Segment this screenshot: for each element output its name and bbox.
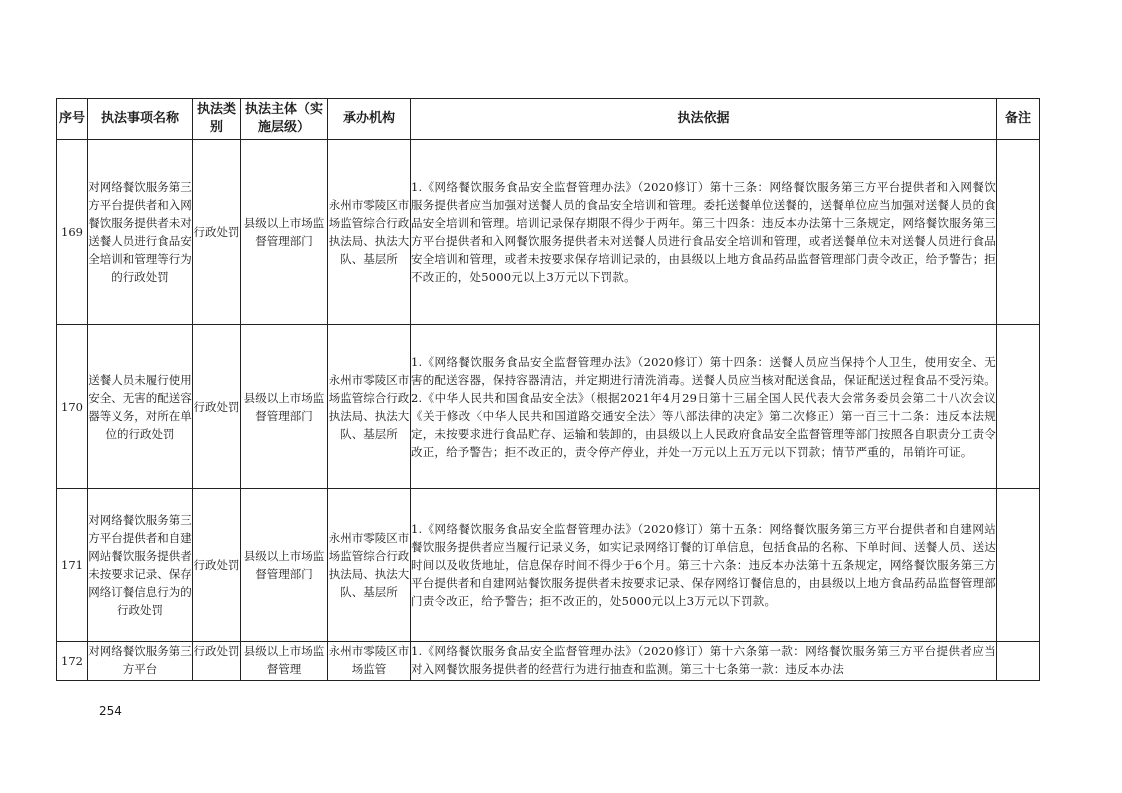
header-subject: 执法主体（实施层级）: [241, 99, 328, 140]
header-remark: 备注: [997, 99, 1040, 140]
table-row: [57, 642, 1040, 681]
row-basis: 1.《网络餐饮服务食品安全监督管理办法》（2020修订）第十六条第一款：网络餐饮服务第三方平台提供者应当对入网餐饮服务提供者的经营行为进行抽查和监测。第三十七条第一款：违反本办法: [411, 642, 997, 681]
row-name: 送餐人员未履行使用安全、无害的配送容器等义务，对所在单位的行政处罚: [88, 325, 193, 489]
basis-clause-2: 2.《中华人民共和国食品安全法》（根据2021年4月29日第十三届全国人民代表大会常务委员会第二十八次会议《关于修改〈中华人民共和国道路交通安全法〉等八部法律的决定》第二次修正）第一百三十二条：违反本法规定，未按要求进行食品贮存、运输和装卸的，由县级以上人民政府食品安全监督管理等部门按照各自职责分工责令改正，给予警告；拒不改正的，责令停产停业，并处一万元以上五万元以下罚款；情节严重的，吊销许可证。: [411, 390, 996, 459]
row-name: 对网络餐饮服务第三方平台: [88, 642, 193, 681]
enforcement-table: [56, 98, 1040, 681]
page-number: 254: [99, 704, 122, 718]
row-remark: [997, 140, 1040, 325]
header-seq: 序号: [57, 99, 88, 140]
row-remark: [997, 325, 1040, 489]
header-category: 执法类别: [193, 99, 241, 140]
row-remark: [997, 642, 1040, 681]
row-subject: 县级以上市场监督管理部门: [241, 140, 328, 325]
basis-clause-1: 1.《网络餐饮服务食品安全监督管理办法》（2020修订）第十四条：送餐人员应当保持个人卫生，使用安全、无害的配送容器，保持容器清洁，并定期进行清洗消毒。送餐人员应当核对配送食品，保证配送过程食品不受污染。: [411, 354, 996, 387]
row-name: 对网络餐饮服务第三方平台提供者和入网餐饮服务提供者未对送餐人员进行食品安全培训和管理等行为的行政处罚: [88, 140, 193, 325]
row-category: 行政处罚: [193, 642, 241, 681]
row-seq: 170: [57, 325, 88, 489]
row-organ: 永州市零陵区市场监管: [328, 642, 411, 681]
row-seq: 171: [57, 489, 88, 642]
header-name: 执法事项名称: [88, 99, 193, 140]
header-basis: 执法依据: [411, 99, 997, 140]
header-organ: 承办机构: [328, 99, 411, 140]
table-row: [57, 489, 1040, 642]
row-seq: 169: [57, 140, 88, 325]
row-remark: [997, 489, 1040, 642]
row-organ: 永州市零陵区市场监管综合行政执法局、执法大队、基层所: [328, 140, 411, 325]
row-seq: 172: [57, 642, 88, 681]
row-category: 行政处罚: [193, 140, 241, 325]
table-row: [57, 140, 1040, 325]
row-organ: 永州市零陵区市场监管综合行政执法局、执法大队、基层所: [328, 325, 411, 489]
row-basis: [411, 325, 997, 489]
table-row: [57, 325, 1040, 489]
row-name: 对网络餐饮服务第三方平台提供者和自建网站餐饮服务提供者未按要求记录、保存网络订餐信息行为的行政处罚: [88, 489, 193, 642]
row-subject: 县级以上市场监督管理: [241, 642, 328, 681]
row-organ: 永州市零陵区市场监管综合行政执法局、执法大队、基层所: [328, 489, 411, 642]
row-subject: 县级以上市场监督管理部门: [241, 489, 328, 642]
row-basis: 1.《网络餐饮服务食品安全监督管理办法》（2020修订）第十三条：网络餐饮服务第三方平台提供者和入网餐饮服务提供者应当加强对送餐人员的食品安全培训和管理。委托送餐单位送餐的，送餐单位应当加强对送餐人员的食品安全培训和管理。培训记录保存期限不得少于两年。第三十四条：违反本办法第十三条规定，网络餐饮服务第三方平台提供者和入网餐饮服务提供者未对送餐人员进行食品安全培训和管理，或者送餐单位未对送餐人员进行食品安全培训和管理，或者未按要求保存培训记录的，由县级以上地方食品药品监督管理部门责令改正，给予警告；拒不改正的，处5000元以上3万元以下罚款。: [411, 140, 997, 325]
row-basis: 1.《网络餐饮服务食品安全监督管理办法》（2020修订）第十五条：网络餐饮服务第三方平台提供者和自建网站餐饮服务提供者应当履行记录义务，如实记录网络订餐的订单信息，包括食品的名称、下单时间、送餐人员、送达时间以及收货地址，信息保存时间不得少于6个月。第三十六条：违反本办法第十五条规定，网络餐饮服务第三方平台提供者和自建网站餐饮服务提供者未按要求记录、保存网络订餐信息的，由县级以上地方食品药品监督管理部门责令改正，给予警告；拒不改正的，处5000元以上3万元以下罚款。: [411, 489, 997, 642]
row-category: 行政处罚: [193, 489, 241, 642]
row-subject: 县级以上市场监督管理部门: [241, 325, 328, 489]
header-row: [57, 99, 1040, 140]
row-category: 行政处罚: [193, 325, 241, 489]
